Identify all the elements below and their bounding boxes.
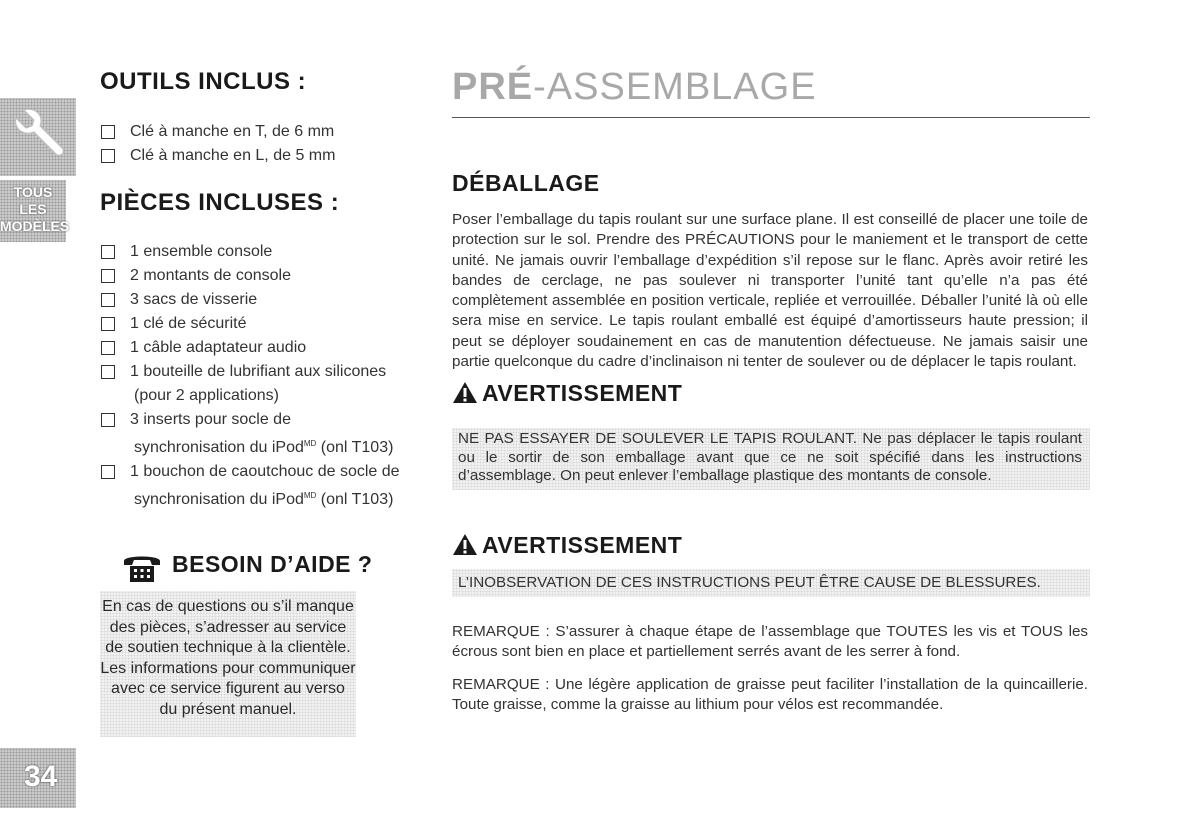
page-number: 34 <box>24 760 58 793</box>
checkbox[interactable] <box>101 341 115 355</box>
help-text: En cas de questions ou s’il manque des pièces, s’adresser au service de soutien technique à la clientèle. Les informations pour communiquer avec ce service figurent au verso du présent manuel. <box>100 598 356 718</box>
part-item: 1 bouchon de caoutchouc de socle de synchronisation du iPod$^{MD}$ (onl T103) <box>100 460 400 512</box>
checkbox[interactable] <box>101 465 115 479</box>
warning-text: NE PAS ESSAYER DE SOULEVER LE TAPIS ROULANT. Ne pas déplacer le tapis roulant ou le sortir de son emballage avant que ce ne soit spécifié dans les instructions d’assemblage. On peut enlever l’emballage plastique des montants de console. <box>458 430 1082 484</box>
page-number-tab <box>0 748 76 808</box>
part-item: 3 inserts pour socle de synchronisation du iPod$^{MD}$ (onl T103) <box>100 408 400 460</box>
checkbox[interactable] <box>101 269 115 283</box>
warning-box <box>452 428 1090 490</box>
part-item: 1 câble adaptateur audio <box>100 336 400 360</box>
help-box <box>100 591 356 737</box>
help-heading-text: BESOIN D’AIDE ? <box>172 551 373 577</box>
tools-heading: OUTILS INCLUS : <box>100 68 307 95</box>
note-text: REMARQUE : Une légère application de graisse peut faciliter l’installation de la quincaillerie. Toute graisse, comme la graisse au lithium pour vélos est recommandée. <box>452 676 1088 714</box>
warning-text: L’INOBSERVATION DE CES INSTRUCTIONS PEUT ÊTRE CAUSE DE BLESSURES. <box>458 574 1041 591</box>
part-item: 3 sacs de visserie <box>100 288 400 312</box>
all-models-tab <box>0 180 70 242</box>
tool-item: Clé à manche en T, de 6 mm <box>100 120 335 144</box>
part-item: 1 bouteille de lubrifiant aux silicones (pour 2 applications) <box>100 360 400 408</box>
warning-triangle-icon <box>452 381 478 404</box>
warning-box <box>452 569 1090 597</box>
telephone-icon <box>122 553 162 583</box>
tool-item: Clé à manche en L, de 5 mm <box>100 144 335 168</box>
note-text: REMARQUE : S’assurer à chaque étape de l’assemblage que TOUTES les vis et TOUS les écrous sont bien en place et partiellement serrés avant de les serrer à fond. <box>452 623 1088 661</box>
parts-heading: PIÈCES INCLUSES : <box>100 189 340 216</box>
checkbox[interactable] <box>101 293 115 307</box>
checkbox[interactable] <box>101 317 115 331</box>
warning-triangle-icon <box>452 533 478 556</box>
warning-heading: AVERTISSEMENT <box>452 532 682 559</box>
checkbox[interactable] <box>101 149 115 163</box>
wrench-tab <box>0 98 76 176</box>
checkbox[interactable] <box>101 245 115 259</box>
title-divider <box>452 117 1090 118</box>
checkbox[interactable] <box>101 413 115 427</box>
tools-list <box>100 120 335 168</box>
wrench-icon <box>10 108 68 166</box>
unpacking-text: Poser l’emballage du tapis roulant sur une surface plane. Il est conseillé de placer une toile de protection sur le sol. Prendre des PRÉCAUTIONS pour le maniement et le transport de cette unité. Ne jamais ouvrir l’emballage d’expédition s’il repose sur le flanc. Après avoir retiré les bandes de cerclage, ne pas soulever ni transporter l’unité tant qu’elle n’a pas été complètement assemblée en position verticale, repliée et verrouillée. Déballer l’unité là où elle sera mise en service. Le tapis roulant emballé est équipé d’amortisseurs haute pression; il peut se déployer soudainement en cas de manutention défectueuse. Ne jamais saisir une partie quelconque du cadre d’inclinaison ni tenter de soulever ou de déplacer le tapis roulant. <box>452 211 1088 371</box>
warning-heading: AVERTISSEMENT <box>452 380 682 407</box>
all-models-label: TOUS LES MODÈLES <box>0 184 70 234</box>
unpacking-heading: DÉBALLAGE <box>452 170 600 196</box>
part-item: 1 clé de sécurité <box>100 312 400 336</box>
checkbox[interactable] <box>101 125 115 139</box>
page-title: PRÉ-ASSEMBLAGE <box>452 66 817 108</box>
part-item: 1 ensemble console <box>100 240 400 264</box>
parts-list <box>100 240 400 512</box>
part-item: 2 montants de console <box>100 264 400 288</box>
checkbox[interactable] <box>101 365 115 379</box>
